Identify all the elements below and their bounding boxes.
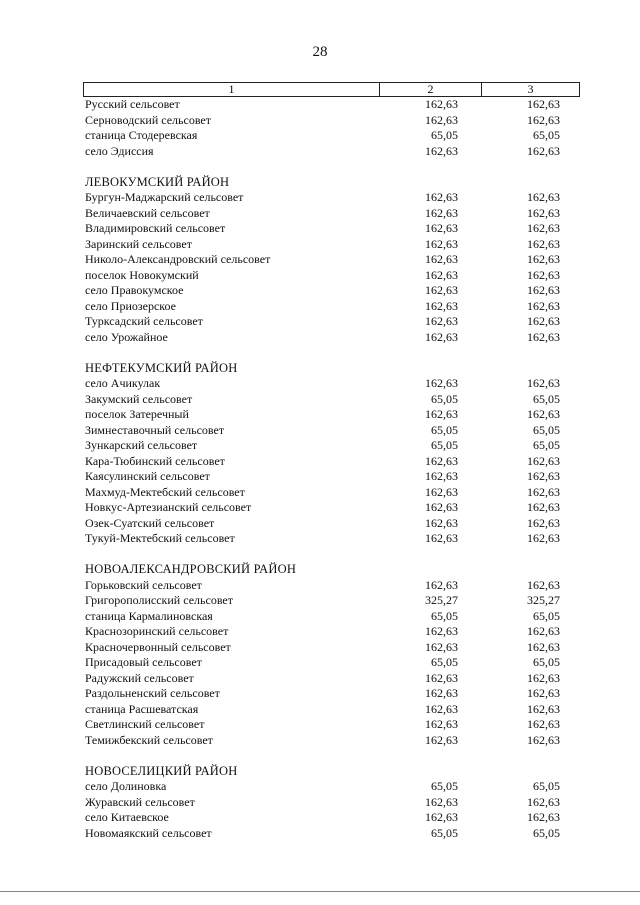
value-column-3: 162,63 <box>527 205 560 220</box>
value-column-3: 162,63 <box>527 670 560 685</box>
table-row <box>85 686 580 702</box>
district-heading: НЕФТЕКУМСКИЙ РАЙОН <box>85 360 238 375</box>
value-column-3: 162,63 <box>527 469 560 483</box>
value-column-3: 162,63 <box>527 515 560 530</box>
value-column-3: 162,63 <box>527 267 560 282</box>
table-row <box>85 237 580 253</box>
value-column-2: 162,63 <box>425 624 458 638</box>
district-heading: НОВОАЛЕКСАНДРОВСКИЙ РАЙОН <box>85 562 297 576</box>
settlement-name: Серноводский сельсовет <box>85 112 211 127</box>
value-column-3: 162,63 <box>527 112 560 127</box>
settlement-name: Владимировский сельсовет <box>85 221 226 235</box>
value-column-3: 162,63 <box>527 283 560 297</box>
settlement-name: село Ачикулак <box>85 376 161 390</box>
value-column-2: 65,05 <box>431 422 458 437</box>
table-row <box>85 485 580 501</box>
settlement-name: Тукуй-Мектебский сельсовет <box>85 531 235 545</box>
value-column-3: 162,63 <box>527 236 560 251</box>
table-row <box>85 624 580 640</box>
table-row <box>85 516 580 532</box>
value-column-3: 162,63 <box>527 794 560 809</box>
settlement-name: Присадовый сельсовет <box>85 655 202 669</box>
settlement-name: Каясулинский сельсовет <box>85 469 210 483</box>
table-row <box>85 438 580 454</box>
settlement-name: Горьковский сельсовет <box>85 577 202 592</box>
value-column-2: 325,27 <box>425 593 458 607</box>
table-row <box>85 640 580 656</box>
value-column-3: 162,63 <box>527 732 560 747</box>
value-column-3: 162,63 <box>527 531 560 545</box>
value-column-3: 162,63 <box>527 97 560 111</box>
value-column-3: 65,05 <box>533 825 560 840</box>
value-column-3: 325,27 <box>527 593 560 607</box>
value-column-3: 162,63 <box>527 314 560 328</box>
value-column-3: 162,63 <box>527 143 560 158</box>
table-row <box>85 190 580 206</box>
table-row <box>85 128 580 144</box>
value-column-3: 65,05 <box>533 438 560 452</box>
table-header <box>83 82 580 97</box>
value-column-2: 162,63 <box>425 531 458 545</box>
settlement-name: Зункарский сельсовет <box>85 438 198 452</box>
value-column-2: 162,63 <box>425 205 458 220</box>
table-row <box>85 407 580 423</box>
value-column-2: 162,63 <box>425 314 458 328</box>
table-row <box>85 593 580 609</box>
value-column-3: 162,63 <box>527 639 560 654</box>
value-column-2: 162,63 <box>425 732 458 747</box>
table-row <box>85 671 580 687</box>
value-column-2: 162,63 <box>425 639 458 654</box>
value-column-3: 162,63 <box>527 810 560 824</box>
settlement-name: Новомаякский сельсовет <box>85 825 212 840</box>
settlement-name: станица Кармалиновская <box>85 608 213 623</box>
settlement-name: Краснозоринский сельсовет <box>85 624 229 638</box>
table-row <box>85 97 580 113</box>
value-column-3: 162,63 <box>527 190 560 204</box>
value-column-2: 65,05 <box>431 779 458 793</box>
value-column-2: 162,63 <box>425 577 458 592</box>
table-row <box>85 810 580 826</box>
value-column-2: 162,63 <box>425 810 458 824</box>
table-row <box>85 299 580 315</box>
value-column-2: 162,63 <box>425 190 458 204</box>
value-column-3: 162,63 <box>527 329 560 344</box>
value-column-2: 162,63 <box>425 717 458 731</box>
table-row <box>85 376 580 392</box>
value-column-2: 65,05 <box>431 608 458 623</box>
table-row <box>85 268 580 284</box>
value-column-2: 65,05 <box>431 391 458 406</box>
settlement-name: поселок Новокумский <box>85 267 199 282</box>
value-column-2: 162,63 <box>425 112 458 127</box>
value-column-2: 65,05 <box>431 655 458 669</box>
table-row <box>85 779 580 795</box>
value-column-2: 162,63 <box>425 376 458 390</box>
settlement-name: Озек-Суатский сельсовет <box>85 515 215 530</box>
settlement-name: Кара-Тюбинский сельсовет <box>85 453 225 468</box>
value-column-2: 162,63 <box>425 515 458 530</box>
settlement-name: Русский сельсовет <box>85 97 180 111</box>
table-row <box>85 314 580 330</box>
table-row <box>85 655 580 671</box>
value-column-3: 162,63 <box>527 298 560 313</box>
settlement-name: село Китаевское <box>85 810 169 824</box>
settlement-name: Новкус-Артезианский сельсовет <box>85 500 252 514</box>
value-column-2: 162,63 <box>425 670 458 685</box>
settlement-name: село Правокумское <box>85 283 184 297</box>
table-row <box>85 733 580 749</box>
value-column-3: 65,05 <box>533 422 560 437</box>
settlement-name: Григорополисский сельсовет <box>85 593 233 607</box>
value-column-2: 162,63 <box>425 298 458 313</box>
settlement-name: поселок Затеречный <box>85 407 189 421</box>
value-column-3: 162,63 <box>527 686 560 700</box>
table-row <box>85 113 580 129</box>
value-column-2: 162,63 <box>425 252 458 266</box>
value-column-2: 162,63 <box>425 97 458 111</box>
table-row <box>85 423 580 439</box>
value-column-3: 65,05 <box>533 128 560 142</box>
column-header-3: 3 <box>527 82 534 96</box>
settlement-name: станица Расшеватская <box>85 701 199 716</box>
settlement-name: Закумский сельсовет <box>85 391 193 406</box>
value-column-2: 162,63 <box>425 236 458 251</box>
table-row <box>85 702 580 718</box>
value-column-3: 65,05 <box>533 391 560 406</box>
value-column-2: 162,63 <box>425 701 458 716</box>
value-column-2: 65,05 <box>431 825 458 840</box>
page-number: 28 <box>312 44 328 60</box>
settlement-name: Бургун-Маджарский сельсовет <box>85 190 244 204</box>
settlement-name: село Урожайное <box>85 329 168 344</box>
value-column-2: 162,63 <box>425 686 458 700</box>
value-column-2: 65,05 <box>431 128 458 142</box>
table-row <box>85 283 580 299</box>
table-row <box>85 454 580 470</box>
table-row <box>85 144 580 160</box>
settlement-name: Журавский сельсовет <box>85 794 195 809</box>
settlement-name: Темижбекский сельсовет <box>85 732 213 747</box>
table-row <box>85 795 580 811</box>
settlement-name: Раздольненский сельсовет <box>85 686 220 700</box>
value-column-2: 65,05 <box>431 438 458 452</box>
value-column-3: 162,63 <box>527 624 560 638</box>
value-column-3: 162,63 <box>527 252 560 266</box>
settlement-name: село Эдиссия <box>85 143 154 158</box>
section-spacer <box>85 159 580 175</box>
district-heading: НОВОСЕЛИЦКИЙ РАЙОН <box>85 763 238 778</box>
settlement-name: Красночервонный сельсовет <box>85 639 231 654</box>
table-row <box>85 826 580 842</box>
settlement-name: село Долиновка <box>85 779 167 793</box>
value-column-3: 162,63 <box>527 453 560 468</box>
settlement-name: село Приозерское <box>85 298 176 313</box>
table-row <box>85 500 580 516</box>
settlement-name: Величаевский сельсовет <box>85 205 210 220</box>
settlement-name: Радужский сельсовет <box>85 670 194 685</box>
table-row <box>85 531 580 547</box>
settlement-name: Зимнеставочный сельсовет <box>85 422 225 437</box>
value-column-2: 162,63 <box>425 143 458 158</box>
settlement-name: Турксадский сельсовет <box>85 314 203 328</box>
table-body <box>85 97 580 841</box>
settlement-name: Николо-Александровский сельсовет <box>85 252 271 266</box>
table-row <box>85 469 580 485</box>
value-column-3: 162,63 <box>527 577 560 592</box>
table-row <box>85 330 580 346</box>
value-column-3: 162,63 <box>527 376 560 390</box>
value-column-3: 162,63 <box>527 701 560 716</box>
settlement-name: станица Стодеревская <box>85 128 198 142</box>
value-column-3: 65,05 <box>533 655 560 669</box>
table-row <box>85 221 580 237</box>
table-row <box>85 609 580 625</box>
value-column-3: 162,63 <box>527 221 560 235</box>
settlement-name: Светлинский сельсовет <box>85 717 205 731</box>
value-column-2: 162,63 <box>425 267 458 282</box>
table-row <box>85 392 580 408</box>
value-column-2: 162,63 <box>425 453 458 468</box>
value-column-3: 65,05 <box>533 608 560 623</box>
value-column-2: 162,63 <box>425 484 458 499</box>
district-heading: ЛЕВОКУМСКИЙ РАЙОН <box>85 174 230 189</box>
value-column-3: 65,05 <box>533 779 560 793</box>
value-column-2: 162,63 <box>425 283 458 297</box>
table-row <box>85 717 580 733</box>
settlement-name: Махмуд-Мектебский сельсовет <box>85 484 245 499</box>
value-column-2: 162,63 <box>425 407 458 421</box>
table-row <box>85 206 580 222</box>
settlement-name: Заринский сельсовет <box>85 236 192 251</box>
value-column-2: 162,63 <box>425 794 458 809</box>
value-column-2: 162,63 <box>425 329 458 344</box>
table-row <box>85 578 580 594</box>
section-spacer <box>85 345 580 361</box>
section-spacer <box>85 547 580 563</box>
page-bottom-divider <box>0 891 640 892</box>
value-column-3: 162,63 <box>527 717 560 731</box>
value-column-2: 162,63 <box>425 469 458 483</box>
value-column-3: 162,63 <box>527 500 560 514</box>
table-row <box>85 252 580 268</box>
column-header-1: 1 <box>84 83 380 96</box>
column-header-2: 2 <box>380 83 482 96</box>
value-column-3: 162,63 <box>527 484 560 499</box>
section-spacer <box>85 748 580 764</box>
value-column-3: 162,63 <box>527 407 560 421</box>
value-column-2: 162,63 <box>425 500 458 514</box>
value-column-2: 162,63 <box>425 221 458 235</box>
